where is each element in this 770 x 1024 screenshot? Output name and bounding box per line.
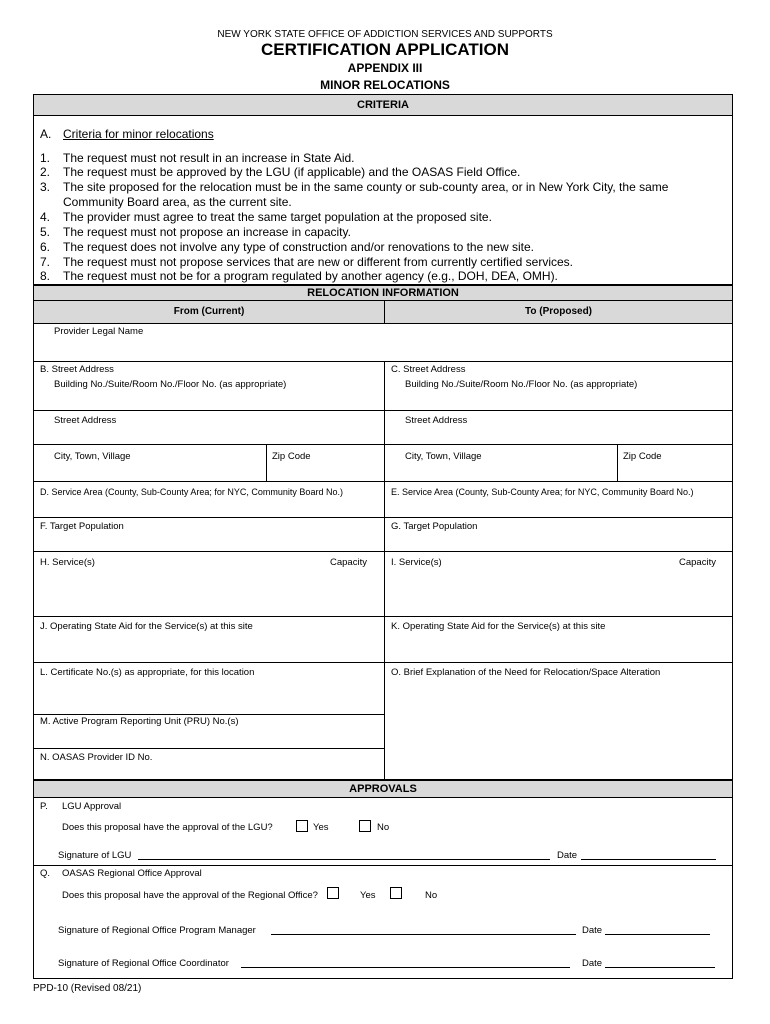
criteria-item: The provider must agree to treat the same target population at the proposed site. <box>63 210 492 224</box>
b-building-label: Building No./Suite/Room No./Floor No. (as appropriate) <box>54 379 287 390</box>
f-target-population-label: F. Target Population <box>40 521 124 532</box>
q-regional-approval-title: OASAS Regional Office Approval <box>62 868 202 879</box>
relocation-bar: RELOCATION INFORMATION <box>33 285 733 301</box>
p-no-checkbox[interactable] <box>359 820 371 832</box>
appendix-label: APPENDIX III <box>347 61 423 75</box>
b-zip-field[interactable] <box>267 462 383 480</box>
j-state-aid-label: J. Operating State Aid for the Service(s) at this site <box>40 621 253 632</box>
criteria-item: The site proposed for the relocation must be in the same county or sub-county area, or in New York City, the same <box>63 180 669 194</box>
i-capacity-label: Capacity <box>679 557 716 568</box>
i-services-field[interactable] <box>385 569 732 615</box>
provider-legal-name-label: Provider Legal Name <box>54 326 144 337</box>
p-date-label: Date <box>557 850 578 861</box>
q-pm-date-line[interactable] <box>605 934 710 935</box>
p-signature-line[interactable] <box>138 859 550 860</box>
criteria-item-number: 1. <box>40 151 51 165</box>
l-certificate-field[interactable] <box>34 679 383 713</box>
q-coordinator-signature-line[interactable] <box>241 967 570 968</box>
row-divider <box>33 481 733 482</box>
q-regional-question: Does this proposal have the approval of the Regional Office? <box>62 890 318 901</box>
criteria-item-number: 4. <box>40 210 51 224</box>
n-provider-id-label: N. OASAS Provider ID No. <box>40 752 153 763</box>
b-street-field[interactable] <box>34 426 383 444</box>
form-title: CERTIFICATION APPLICATION <box>260 40 510 59</box>
n-provider-id-field[interactable] <box>34 764 383 779</box>
criteria-item: The request must not result in an increase in State Aid. <box>63 151 355 165</box>
criteria-item: The request must not propose an increase in capacity. <box>63 225 351 239</box>
i-services-label: I. Service(s) <box>391 557 442 568</box>
d-service-area-field[interactable] <box>34 498 383 516</box>
c-street-field[interactable] <box>385 426 732 444</box>
from-current-header: From (Current) <box>33 300 385 324</box>
k-state-aid-label: K. Operating State Aid for the Service(s) at this site <box>391 621 606 632</box>
criteria-item: Community Board area, as the current site. <box>63 195 292 209</box>
h-capacity-label: Capacity <box>330 557 367 568</box>
form-subtitle: MINOR RELOCATIONS <box>320 78 450 92</box>
c-city-label: City, Town, Village <box>405 451 482 462</box>
p-letter: P. <box>40 801 48 812</box>
q-yes-checkbox[interactable] <box>327 887 339 899</box>
agency-name: NEW YORK STATE OFFICE OF ADDICTION SERVICES AND SUPPORTS <box>217 29 553 40</box>
q-letter: Q. <box>40 868 51 879</box>
g-target-population-label: G. Target Population <box>391 521 478 532</box>
b-zip-label: Zip Code <box>272 451 311 462</box>
p-no-label: No <box>377 822 390 833</box>
row-divider <box>33 551 733 552</box>
p-lgu-question: Does this proposal have the approval of the LGU? <box>62 822 273 833</box>
b-street-label: Street Address <box>54 415 117 426</box>
b-street-address-label: B. Street Address <box>40 364 114 375</box>
q-yes-label: Yes <box>360 890 376 901</box>
c-building-label: Building No./Suite/Room No./Floor No. (as appropriate) <box>405 379 638 390</box>
row-divider <box>33 517 733 518</box>
e-service-area-field[interactable] <box>385 498 732 516</box>
criteria-section-letter: A. <box>40 127 52 141</box>
p-yes-checkbox[interactable] <box>296 820 308 832</box>
k-state-aid-field[interactable] <box>385 633 732 661</box>
row-divider <box>33 714 385 715</box>
c-street-label: Street Address <box>405 415 468 426</box>
criteria-item-number: 6. <box>40 240 51 254</box>
q-pm-date-label: Date <box>582 925 603 936</box>
o-explanation-field[interactable] <box>385 679 732 779</box>
m-pru-label: M. Active Program Reporting Unit (PRU) No.(s) <box>40 716 239 727</box>
q-coord-date-line[interactable] <box>605 967 715 968</box>
p-signature-label: Signature of LGU <box>58 850 132 861</box>
q-coordinator-signature-label: Signature of Regional Office Coordinator <box>58 958 229 969</box>
c-city-field[interactable] <box>385 462 616 480</box>
h-services-field[interactable] <box>34 569 383 615</box>
row-divider <box>33 662 733 663</box>
q-coord-date-label: Date <box>582 958 603 969</box>
form-id-footer: PPD-10 (Revised 08/21) <box>33 983 142 994</box>
criteria-item-number: 5. <box>40 225 51 239</box>
q-no-checkbox[interactable] <box>390 887 402 899</box>
p-date-line[interactable] <box>581 859 716 860</box>
h-services-label: H. Service(s) <box>40 557 95 568</box>
criteria-item: The request must not be for a program regulated by another agency (e.g., DOH, DEA, OMH). <box>63 269 558 283</box>
c-street-address-label: C. Street Address <box>391 364 466 375</box>
row-divider <box>33 361 733 362</box>
row-divider <box>33 865 733 866</box>
criteria-item-number: 7. <box>40 255 51 269</box>
c-zip-field[interactable] <box>618 462 732 480</box>
c-building-field[interactable] <box>385 390 732 410</box>
m-pru-field[interactable] <box>34 728 383 748</box>
to-proposed-header: To (Proposed) <box>384 300 733 324</box>
p-lgu-approval-title: LGU Approval <box>62 801 122 812</box>
b-city-field[interactable] <box>34 462 265 480</box>
o-explanation-label: O. Brief Explanation of the Need for Relocation/Space Alteration <box>391 667 661 678</box>
row-divider <box>33 616 733 617</box>
row-divider <box>33 748 385 749</box>
criteria-item: The request must not propose services that are new or different from currently certified services. <box>63 255 573 269</box>
row-divider <box>33 410 733 411</box>
b-building-field[interactable] <box>34 390 383 410</box>
criteria-item: The request must be approved by the LGU (if applicable) and the OASAS Field Office. <box>63 165 521 179</box>
criteria-item-number: 8. <box>40 269 51 283</box>
b-city-label: City, Town, Village <box>54 451 131 462</box>
c-zip-label: Zip Code <box>623 451 662 462</box>
criteria-item: The request does not involve any type of construction and/or renovations to the new site. <box>63 240 534 254</box>
criteria-section-title: Criteria for minor relocations <box>63 127 214 141</box>
p-yes-label: Yes <box>313 822 329 833</box>
criteria-item-number: 3. <box>40 180 51 194</box>
g-target-population-field[interactable] <box>385 532 732 550</box>
f-target-population-field[interactable] <box>34 532 383 550</box>
q-program-manager-signature-line[interactable] <box>271 934 576 935</box>
d-service-area-label: D. Service Area (County, Sub-County Area; for NYC, Community Board No.) <box>40 487 343 497</box>
q-question-clip <box>62 890 326 904</box>
e-service-area-label: E. Service Area (County, Sub-County Area; for NYC, Community Board No.) <box>391 487 694 497</box>
q-program-manager-signature-label: Signature of Regional Office Program Manager <box>58 925 256 936</box>
j-state-aid-field[interactable] <box>34 633 383 661</box>
provider-legal-name-field[interactable] <box>34 336 732 361</box>
approvals-bar: APPROVALS <box>33 780 733 798</box>
row-divider <box>33 444 733 445</box>
q-no-label: No <box>425 890 438 901</box>
criteria-bar: CRITERIA <box>33 94 733 116</box>
l-certificate-label: L. Certificate No.(s) as appropriate, for this location <box>40 667 255 678</box>
criteria-item-number: 2. <box>40 165 51 179</box>
